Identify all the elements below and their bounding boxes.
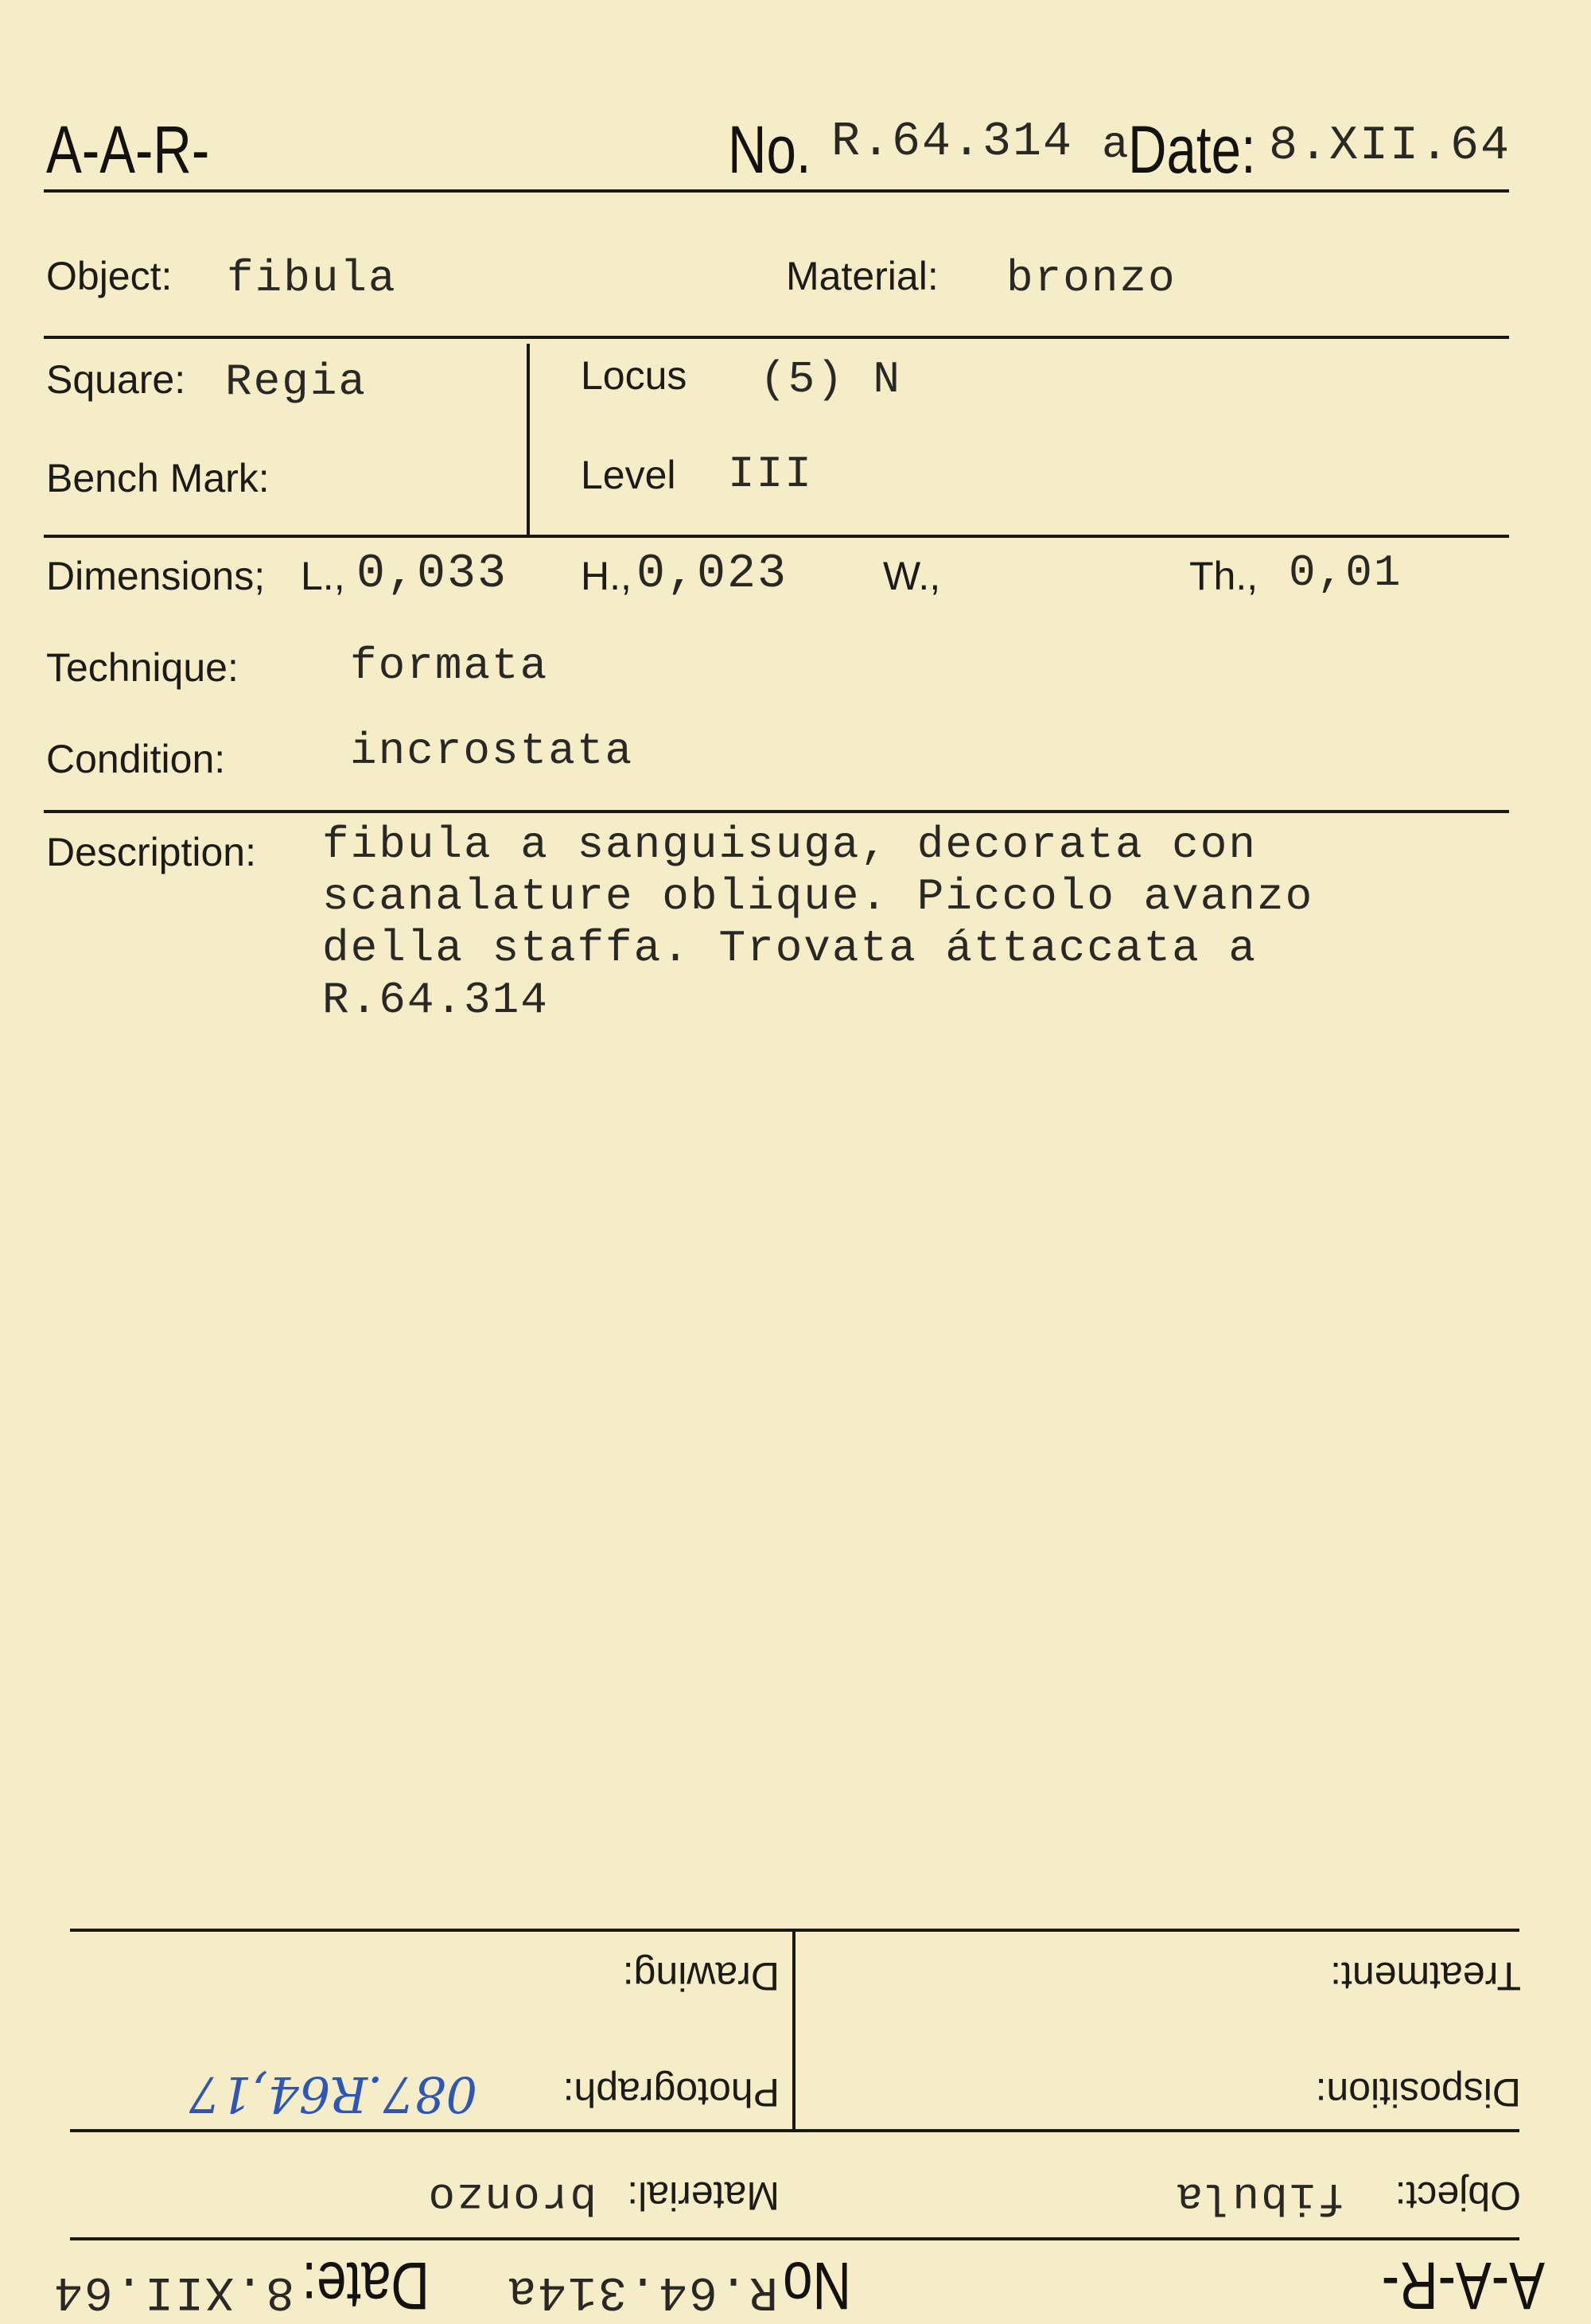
technique-label: Technique: — [46, 645, 239, 690]
reverse-date-label: Date: — [301, 2248, 430, 2323]
condition-label: Condition: — [46, 737, 226, 781]
description-line: fibula a sanguisuga, decorata con — [322, 819, 1257, 870]
number-label: No. — [728, 112, 811, 187]
reverse-header-rule — [70, 2237, 1519, 2240]
reverse-drawing-label: Drawing: — [622, 1954, 780, 1999]
reverse-bottom-rule — [70, 1929, 1519, 1932]
object-label: Object: — [46, 254, 173, 298]
reverse-object-value: fibula — [1174, 2171, 1344, 2222]
height-value: 0,023 — [636, 547, 788, 601]
description-line: della staffa. Trovata áttaccata a — [322, 923, 1257, 974]
reverse-object-label: Object: — [1395, 2174, 1521, 2218]
condition-value: incrostata — [350, 726, 634, 777]
reverse-disposition-label: Disposition: — [1315, 2070, 1521, 2115]
level-value: III — [728, 449, 813, 500]
reverse-date-value: 8.XII.64 — [52, 2264, 294, 2318]
level-label: Level — [581, 453, 676, 497]
technique-value: formata — [350, 640, 549, 691]
condition-rule — [44, 810, 1509, 813]
date-label: Date: — [1128, 112, 1256, 187]
dimensions-label: Dimensions; — [46, 554, 266, 598]
description-label: Description: — [46, 830, 256, 874]
length-value: 0,033 — [356, 547, 508, 601]
square-rule — [44, 535, 1509, 538]
locus-label: Locus — [581, 353, 687, 398]
reverse-section — [0, 1703, 1591, 2324]
reverse-material-label: Material: — [627, 2174, 780, 2218]
description-line: R.64.314 — [322, 975, 549, 1026]
date-value: 8.XII.64 — [1269, 119, 1511, 173]
number-value: R.64.314 — [831, 115, 1074, 169]
square-value: Regia — [225, 356, 368, 407]
material-label: Material: — [786, 254, 939, 298]
width-label: W., — [883, 554, 941, 598]
bench-mark-label: Bench Mark: — [46, 456, 270, 500]
locus-value: (5) N — [760, 354, 902, 405]
thickness-value: 0,01 — [1289, 547, 1402, 598]
org-code: A-A-R- — [46, 112, 210, 187]
height-label: H., — [581, 554, 632, 598]
reverse-material-value: bronzo — [426, 2171, 597, 2222]
square-divider — [527, 344, 530, 535]
object-rule — [44, 336, 1509, 339]
reverse-photograph-label: Photograph: — [562, 2070, 780, 2115]
reverse-object-rule — [70, 2129, 1519, 2132]
reverse-org-code: A-A-R- — [1381, 2248, 1545, 2323]
reverse-number-label: No — [783, 2248, 851, 2323]
thickness-label: Th., — [1189, 554, 1258, 598]
reverse-photograph-value: 087.R64,17 — [189, 2065, 477, 2124]
description-line: scanalature oblique. Piccolo avanzo — [322, 871, 1314, 922]
reverse-treatment-label: Treatment: — [1330, 1954, 1521, 1999]
length-label: L., — [301, 554, 345, 598]
material-value: bronzo — [1006, 253, 1177, 304]
header-rule — [44, 189, 1509, 193]
square-label: Square: — [46, 357, 186, 402]
object-value: fibula — [227, 253, 397, 304]
number-suffix: a — [1102, 119, 1130, 170]
reverse-number-value: R.64.314a — [505, 2264, 778, 2318]
reverse-divider — [792, 1930, 796, 2129]
